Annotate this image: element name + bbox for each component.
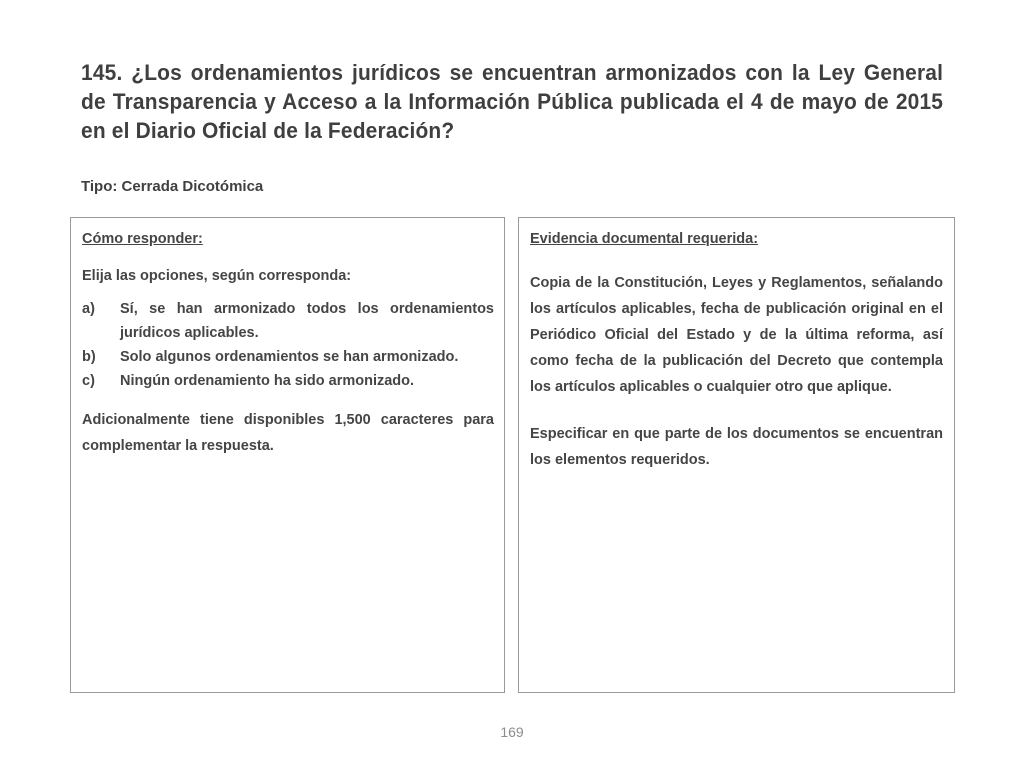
answer-options-list [82,297,494,393]
page-number: 169 [500,724,524,740]
required-evidence-heading: Evidencia documental requerida: [530,231,759,247]
question-title: 145. ¿Los ordenamientos jurídicos se encuentran armonizados con la Ley General de Transparencia y Acceso a la Información Pública publicada el 4 de mayo de 2015 en el Diario Oficial de la Federación? [81,60,944,143]
evidence-paragraph-1: Copia de la Constitución, Leyes y Reglamentos, señalando los artículos aplicables, fecha de publicación original en el Periódico Oficial del Estado y de la última reforma, así como fecha de la publicación del Decreto que contempla los artículos aplicables o cualquier otro que aplique. [530,275,943,395]
option-letter: c) [82,373,95,389]
option-letter: b) [82,349,96,365]
option-text: Ningún ordenamiento ha sido armonizado. [120,373,415,389]
how-to-answer-heading: Cómo responder: [82,231,203,247]
how-to-answer-panel [70,217,505,693]
instruction-text: Elija las opciones, según corresponda: [82,268,352,284]
evidence-paragraph-2: Especificar en que parte de los documentos se encuentran los elementos requeridos. [530,426,943,468]
option-text: Solo algunos ordenamientos se han armonizado. [120,349,459,365]
option-text: Sí, se han armonizado todos los ordenamientos jurídicos aplicables. [120,301,494,341]
required-evidence-panel [518,217,955,693]
answer-option-c [82,369,494,393]
answer-option-b [82,345,494,369]
answer-option-a [82,297,494,345]
additional-note: Adicionalmente tiene disponibles 1,500 caracteres para complementar la respuesta. [82,412,494,454]
option-letter: a) [82,301,95,317]
question-type: Tipo: Cerrada Dicotómica [81,178,264,195]
